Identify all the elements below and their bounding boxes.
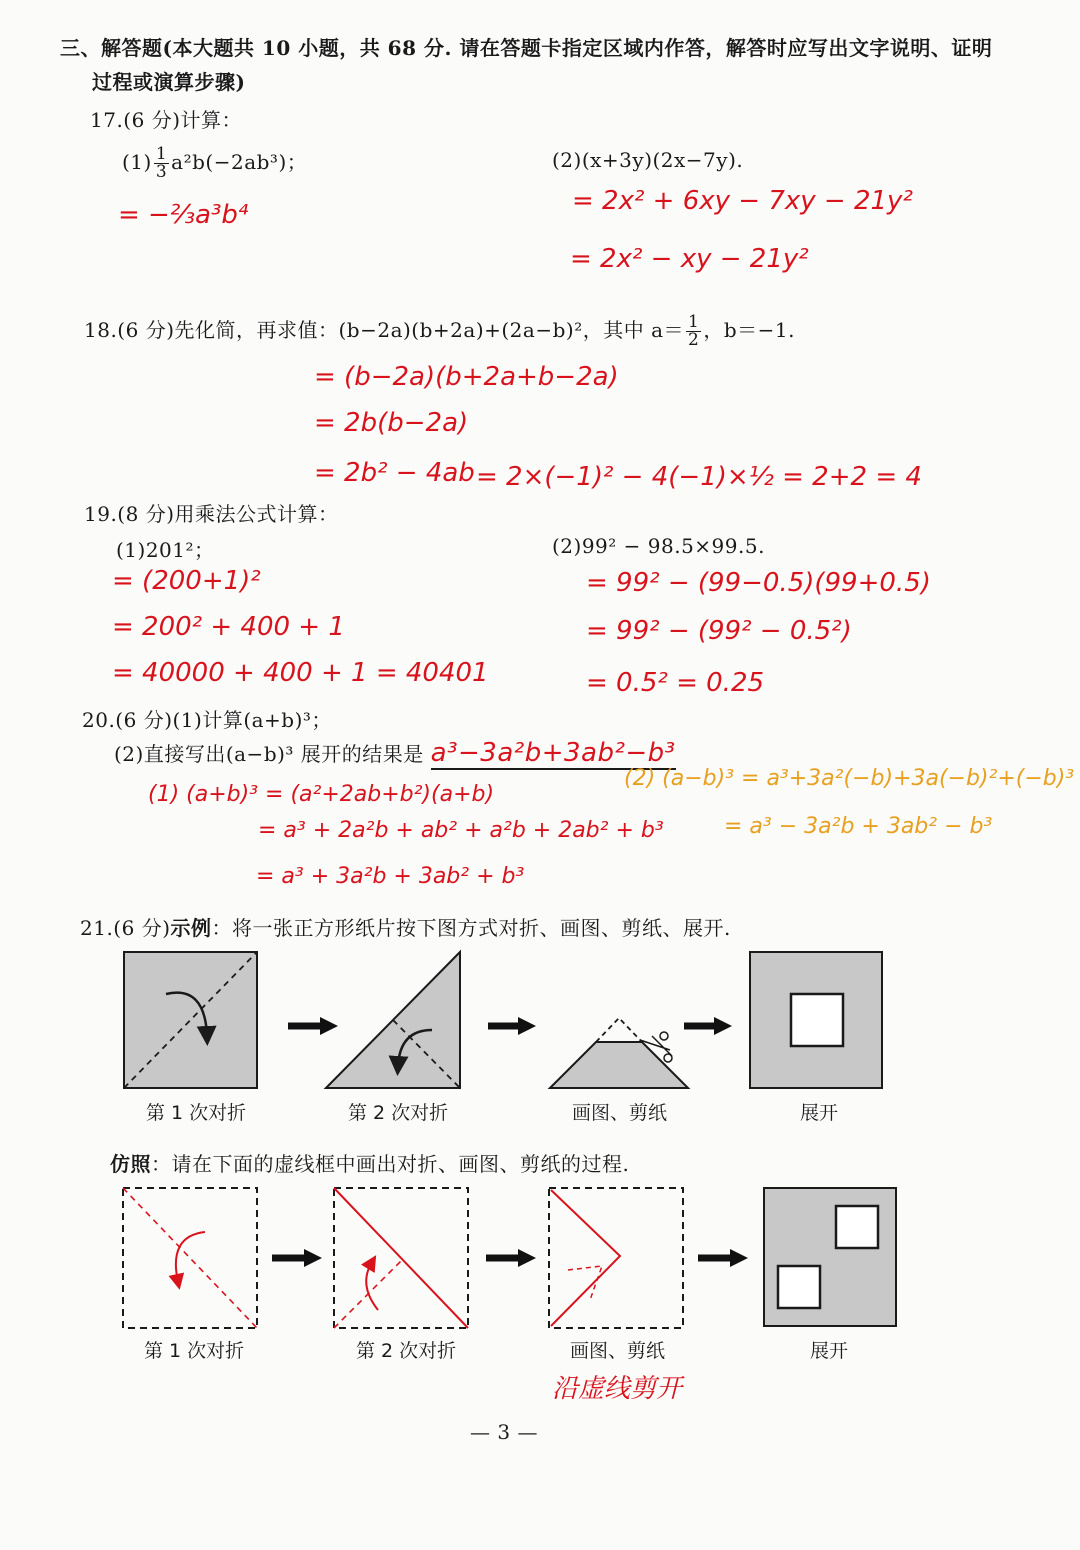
q17-answer2-step2: = 2x² − xy − 21y²	[570, 244, 809, 274]
q20-orange-step1: (2) (a−b)³ = a³+3a²(−b)+3a(−b)²+(−b)³	[624, 766, 1075, 791]
hand-note-cut: 沿虚线剪开	[552, 1374, 683, 1404]
q20-part2-label: (2)直接写出(a−b)³ 展开的结果是	[114, 742, 424, 766]
q21-header-text: ：将一张正方形纸片按下图方式对折、画图、剪纸、展开.	[211, 916, 731, 940]
q17-part1-expression: a²b(−2ab³)；	[171, 150, 308, 174]
example-unfold-figure	[750, 952, 882, 1088]
imitate-fold2-figure	[334, 1188, 468, 1328]
q19-p2-step1: = 99² − (99−0.5)(99+0.5)	[586, 568, 931, 598]
q18-step1: = (b−2a)(b+2a+b−2a)	[314, 362, 619, 392]
q19-p1-step3: = 40000 + 400 + 1 = 40401	[112, 658, 489, 688]
q19-part1: (1)201²；	[116, 538, 215, 562]
q19-p2-step3: = 0.5² = 0.25	[586, 668, 765, 698]
q18-fraction: $\frac{1}{2}$	[688, 312, 700, 350]
imitate-text: ：请在下面的虚线框中画出对折、画图、剪纸的过程.	[151, 1152, 630, 1176]
q20-red-step1: (1) (a+b)³ = (a²+2ab+b²)(a+b)	[148, 782, 495, 807]
imitate-caption-4: 展开	[810, 1340, 849, 1362]
q18-header-a: 18.(6 分)先化简，再求值：(b−2a)(b+2a)+(2a−b)²，其中 a＝	[84, 318, 684, 342]
q19-part2: (2)99² − 98.5×99.5.	[552, 534, 765, 558]
q17-header: 17.(6 分)计算：	[90, 108, 242, 132]
example-caption-4: 展开	[800, 1102, 839, 1124]
example-caption-1: 第 1 次对折	[146, 1102, 247, 1124]
example-cut-figure	[550, 1018, 688, 1088]
q18-step3-eval: = 2×(−1)² − 4(−1)×½ = 2+2 = 4	[476, 462, 922, 492]
q17-answer2-step1: = 2x² + 6xy − 7xy − 21y²	[572, 186, 913, 216]
q18-step3: = 2b² − 4ab	[314, 458, 475, 488]
q18-step2: = 2b(b−2a)	[314, 408, 469, 438]
q17-part1-prefix: (1)	[122, 150, 152, 174]
q19-header: 19.(8 分)用乘法公式计算：	[84, 502, 339, 526]
example-caption-3: 画图、剪纸	[572, 1102, 668, 1124]
section-title-cont: 过程或演算步骤)	[92, 70, 246, 94]
imitate-caption-3: 画图、剪纸	[570, 1340, 666, 1362]
imitate-unfold-figure	[764, 1188, 896, 1326]
example-caption-2: 第 2 次对折	[348, 1102, 449, 1124]
imitate-fold1-figure	[123, 1188, 257, 1328]
q20-part2-answer: a³−3a²b+3ab²−b³	[430, 738, 676, 768]
q17-answer1: = −⅔a³b⁴	[118, 200, 249, 230]
q17-fraction: $\frac{1}{3}$	[155, 144, 168, 182]
q20-red-step2: = a³ + 2a²b + ab² + a²b + 2ab² + b³	[258, 818, 664, 843]
section-title: 三、解答题(本大题共 10 小题，共 68 分. 请在答题卡指定区域内作答，解答时应写出文字说明、证明	[60, 36, 993, 60]
imitate-caption-1: 第 1 次对折	[144, 1340, 245, 1362]
q20-orange-step2: = a³ − 3a²b + 3ab² − b³	[724, 814, 993, 839]
q19-p1-step2: = 200² + 400 + 1	[112, 612, 345, 642]
q18-header-b: ，b＝−1.	[703, 318, 795, 342]
q20-red-step3: = a³ + 3a²b + 3ab² + b³	[256, 864, 525, 889]
q21-imitate-instruction	[110, 1148, 629, 1177]
page-number: — 3 —	[470, 1420, 538, 1444]
imitate-label: 仿照	[110, 1152, 151, 1176]
q19-p1-step1: = (200+1)²	[112, 566, 261, 596]
imitate-caption-2: 第 2 次对折	[356, 1340, 457, 1362]
q21-number: 21.(6 分)	[80, 916, 171, 940]
q17-part2: (2)(x+3y)(2x−7y).	[552, 148, 744, 172]
example-fold2-figure	[326, 952, 460, 1088]
q21-example-label: 示例	[170, 916, 212, 940]
example-fold1-figure	[124, 952, 257, 1088]
q20-header: 20.(6 分)(1)计算(a+b)³；	[82, 708, 332, 732]
q19-p2-step2: = 99² − (99² − 0.5²)	[586, 616, 852, 646]
imitate-cut-figure	[549, 1188, 683, 1328]
